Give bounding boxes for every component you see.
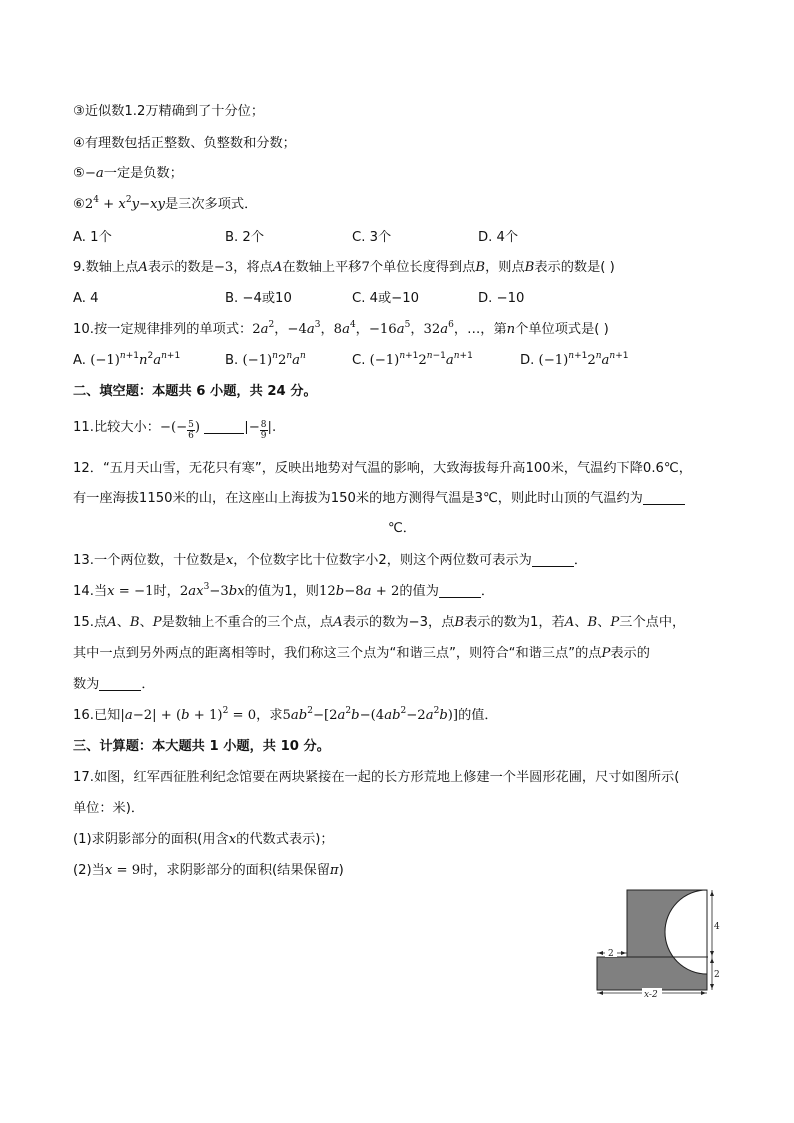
q10-option-a: A. $(-1)^{n+1}n^2a^{n+1}$ — [73, 351, 181, 368]
q14-text-c: 的值为1，则 — [244, 584, 319, 599]
q13-number: 13. — [73, 553, 94, 568]
arrow-head — [598, 991, 603, 995]
q10-option-c-label: C. — [352, 353, 370, 368]
arrow-head — [621, 951, 626, 955]
question-17-line-1: 17.如图，红军西征胜利纪念馆要在两块紧接在一起的长方形荒地上修建一个半圆形花圃，尺寸如图所示( — [73, 770, 680, 785]
q16-text-a: 已知 — [93, 708, 121, 723]
q10-number: 10. — [73, 322, 94, 337]
q8-option-c: C. 3个 — [352, 230, 392, 245]
question-11: 11.比较大小：−(− $\frac{5}{6}$ ) |− $\frac{8}{9}$ |. — [73, 420, 277, 441]
label-2-left: 2 — [608, 949, 614, 959]
question-12-line-1: 12．“五月天山雪，无花只有寒”，反映出地势对气温的影响，大致海拔每升高100米，气温约下降0.6℃， — [73, 461, 692, 476]
question-12-line-2 — [73, 490, 685, 508]
q14-number: 14. — [73, 584, 94, 599]
q10-text-b: ，…，第 — [453, 322, 507, 337]
q15-line-3-text: 数为 — [73, 677, 100, 692]
statement-5-marker: ⑤ — [73, 166, 85, 181]
q12-blank[interactable] — [643, 490, 685, 505]
question-15-line-1: 15.点A、B、P是数轴上不重合的三个点，点A表示的数为−3，点B表示的数为1，若A、B、P三个点中， — [73, 615, 686, 630]
q15-end: ． — [141, 677, 155, 692]
garden-figure — [596, 889, 726, 1001]
statement-4: ④有理数包括正整数、负整数和分数； — [73, 136, 296, 151]
label-x-2: x-2 — [644, 990, 658, 1000]
q17-part-1-text-b: 的代数式表示)； — [236, 832, 334, 847]
q17-part-2-text-b: 时，求阴影部分的面积(结果保留 — [140, 863, 330, 878]
label-2-right: 2 — [714, 970, 720, 980]
q14-end: ． — [480, 584, 495, 599]
statement-6-text: 是三次多项式． — [164, 197, 258, 212]
q9-text-b: 表示的数是 — [147, 260, 214, 275]
q8-option-d: D. 4个 — [478, 230, 519, 245]
q15-line-2-end: 表示的 — [610, 646, 650, 661]
question-10: 10.按一定规律排列的单项式：$2a^2$，$-4a^3$，$8a^4$，$-16a^5$，$32a^6$，…，第n个单位项式是( ) — [73, 320, 609, 337]
q17-part-2-text-a: (2)当 — [73, 863, 105, 878]
q9-option-d: D. −10 — [478, 291, 525, 306]
question-15-line-3 — [73, 676, 155, 694]
q13-end: ． — [573, 553, 587, 568]
q9-text-d: 在数轴上平移 — [282, 260, 362, 275]
q13-text-b: ，个位数字比十位数字小2，则这个两位数可表示为 — [233, 553, 532, 568]
q11-blank[interactable] — [204, 419, 244, 434]
q8-option-b: B. 2个 — [225, 230, 265, 245]
q10-option-b: B. $(-1)^n2^na^n$ — [225, 351, 306, 368]
q15-text-e: 三个点中， — [619, 615, 686, 630]
statement-3: ③近似数1.2万精确到了十分位； — [73, 104, 265, 119]
q9-option-a: A. 4 — [73, 291, 99, 306]
question-15-line-2: 其中一点到另外两点的距离相等时，我们称这三个点为“和谐三点”，则符合“和谐三点”的点P表示的 — [73, 646, 650, 661]
q10-option-b-label: B. — [225, 353, 243, 368]
q9-number: 9. — [73, 260, 86, 275]
q10-text-c: 个单位项式是( ) — [515, 322, 609, 337]
q10-option-c: C. $(-1)^{n+1}2^{n-1}a^{n+1}$ — [352, 351, 473, 368]
q15-text-b: 是数轴上不重合的三个点，点 — [161, 615, 334, 630]
q9-option-c: C. 4或−10 — [352, 291, 419, 306]
q10-option-d-label: D. — [520, 353, 539, 368]
q14-blank[interactable] — [439, 583, 481, 598]
q17-part-1-text-a: (1)求阴影部分的面积(用含 — [73, 832, 229, 847]
q9-text-f: ，则点 — [485, 260, 525, 275]
question-16: 16.已知$|a-2| + (b + 1)^2 = 0$，求$5ab^2-[2a^2b-(4ab^2-2a^2b)]$的值． — [73, 706, 498, 723]
q9-text-c: ，将点 — [233, 260, 273, 275]
statement-6-marker: ⑥ — [73, 197, 85, 212]
q10-option-a-label: A. — [73, 353, 91, 368]
statement-6: $⑥2^4 + x^2y-xy$是三次多项式． — [73, 195, 258, 212]
q13-blank[interactable] — [532, 552, 574, 567]
q15-text-c: 表示的数为−3，点 — [342, 615, 455, 630]
q14-text-d: 的值为 — [399, 584, 439, 599]
question-17-part-1: (1)求阴影部分的面积(用含x的代数式表示)； — [73, 832, 334, 847]
q9-text-g: 表示的数是( ) — [534, 260, 615, 275]
q11-number: 11. — [73, 420, 94, 435]
q15-blank[interactable] — [99, 676, 141, 691]
q10-option-d: D. $(-1)^{n+1}2^na^{n+1}$ — [520, 351, 629, 368]
arrow-head — [710, 891, 714, 896]
q16-text-c: 的值． — [458, 708, 498, 723]
q15-text-a: 15.点 — [73, 615, 108, 630]
q9-option-b: B. −4或10 — [225, 291, 292, 306]
arrow-head — [701, 991, 706, 995]
q14-text-a: 当 — [93, 584, 108, 599]
question-17-line-2: 单位：米)． — [73, 801, 145, 816]
q12-line-2-text: 有一座海拔1150米的山，在这座山上海拔为150米的地方测得气温是3℃，则此时山顶的气温约为 — [73, 491, 643, 506]
q16-number: 16. — [73, 708, 94, 723]
q15-text-d: 表示的数为1，若 — [464, 615, 565, 630]
arrow-head — [710, 951, 714, 956]
q10-text-a: 按一定规律排列的单项式： — [93, 322, 253, 337]
q15-line-2-text: 其中一点到另外两点的距离相等时，我们称这三个点为“和谐三点”，则符合“和谐三点”的点 — [73, 646, 602, 661]
question-17-part-2: (2)当x = 9时，求阴影部分的面积(结果保留π) — [73, 863, 344, 878]
statement-5-text: 一定是负数； — [103, 166, 183, 181]
statement-5: ⑤−a一定是负数； — [73, 166, 183, 181]
q11-text: 比较大小： — [93, 420, 160, 435]
question-9: 9.数轴上点A表示的数是−3，将点A在数轴上平移7个单位长度得到点B，则点B表示的数是( ) — [73, 260, 615, 275]
arrow-head — [598, 951, 603, 955]
question-13: 13.一个两位数，十位数是x，个位数字比十位数字小2，则这个两位数可表示为 ． — [73, 553, 587, 568]
q9-text-a: 数轴上点 — [85, 260, 139, 275]
q17-part-2-text-c: ) — [338, 863, 344, 878]
question-12-line-3: ℃． — [388, 521, 416, 536]
section-2-heading: 二、填空题：本题共 6 小题，共 24 分。 — [73, 384, 317, 399]
q8-option-a: A. 1个 — [73, 230, 112, 245]
q16-text-b: ，求 — [256, 708, 283, 723]
arrow-head — [710, 984, 714, 989]
q9-text-e: 个单位长度得到点 — [369, 260, 476, 275]
q14-text-b: 时， — [153, 584, 180, 599]
section-3-heading: 三、计算题：本大题共 1 小题，共 10 分。 — [73, 739, 330, 754]
arrow-head — [710, 958, 714, 963]
question-14: 14.当x = −1时，$2ax^3-3bx$的值为1，则12b−8a + 2的值为 ． — [73, 582, 495, 599]
label-4: 4 — [714, 922, 720, 932]
q13-text-a: 一个两位数，十位数是 — [93, 553, 226, 568]
